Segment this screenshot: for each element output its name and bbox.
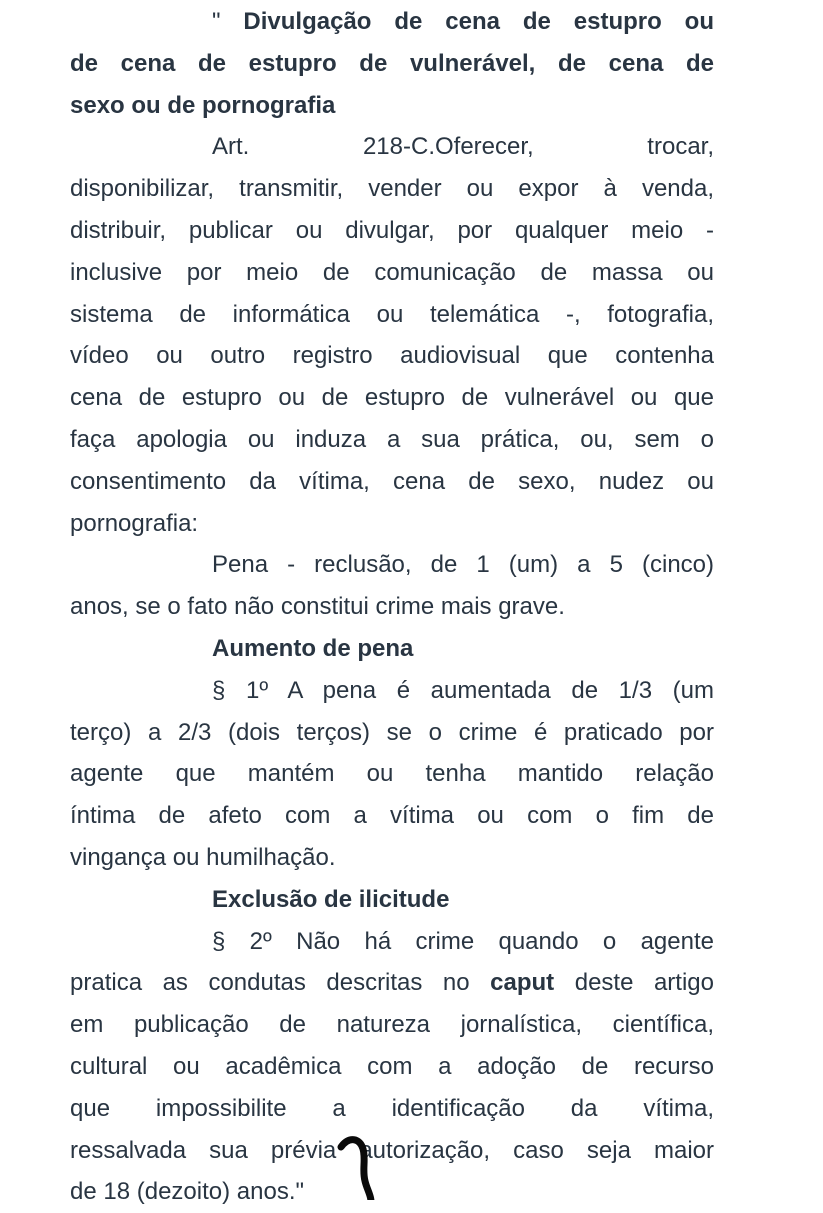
text-line	[70, 85, 714, 127]
text-line	[70, 1, 714, 43]
text-line	[70, 503, 714, 545]
text-line	[70, 1130, 714, 1172]
bold-text-segment: de cena de estupro de vulnerável, de cena de	[70, 49, 714, 77]
text-line	[70, 210, 714, 252]
text-segment: em publicação de natureza jornalística, científica,	[70, 1011, 714, 1039]
text-line	[70, 43, 714, 85]
text-line	[70, 1171, 714, 1213]
text-line	[70, 712, 714, 754]
bold-text-segment: Exclusão de ilicitude	[212, 885, 450, 913]
text-line	[70, 879, 714, 921]
text-segment: consentimento da vítima, cena de sexo, nudez ou	[70, 467, 714, 495]
text-line	[70, 168, 714, 210]
text-segment: sistema de informática ou telemática -, fotografia,	[70, 300, 714, 328]
text-line	[70, 670, 714, 712]
text-segment: faça apologia ou induza a sua prática, ou, sem o	[70, 425, 714, 453]
text-segment: vingança ou humilhação.	[70, 843, 336, 871]
text-segment: "	[212, 8, 221, 35]
legal-text-block	[70, 1, 714, 1213]
text-segment: pratica as condutas descritas no	[70, 969, 470, 997]
bold-text-segment: sexo ou de pornografia	[70, 91, 336, 119]
text-segment: deste artigo	[554, 969, 714, 997]
text-line	[70, 921, 714, 963]
text-line	[70, 126, 714, 168]
text-line	[70, 252, 714, 294]
text-line	[70, 962, 714, 1004]
text-segment: inclusive por meio de comunicação de massa ou	[70, 258, 714, 286]
text-segment: § 2º Não há crime quando o agente	[212, 927, 714, 955]
text-segment: íntima de afeto com a vítima ou com o fim de	[70, 802, 714, 830]
text-segment: disponibilizar, transmitir, vender ou expor à venda,	[70, 175, 714, 203]
text-line	[70, 1046, 714, 1088]
text-segment: § 1º A pena é aumentada de 1/3 (um	[212, 676, 714, 704]
text-segment: que impossibilite a identificação da vítima,	[70, 1094, 714, 1122]
text-segment: ressalvada sua prévia autorização, caso seja maior	[70, 1136, 714, 1164]
text-line	[70, 753, 714, 795]
text-segment: anos, se o fato não constitui crime mais grave.	[70, 593, 565, 621]
text-segment: Pena - reclusão, de 1 (um) a 5 (cinco)	[212, 551, 714, 579]
text-line	[70, 335, 714, 377]
text-segment: pornografia:	[70, 509, 199, 537]
text-line	[70, 586, 714, 628]
text-line	[70, 795, 714, 837]
text-segment: Art. 218-C.Oferecer, trocar,	[212, 133, 714, 161]
bold-text-segment: Divulgação de cena de estupro ou	[220, 8, 714, 35]
text-segment: cena de estupro ou de estupro de vulnerável ou que	[70, 384, 714, 412]
bold-text-segment: caput	[469, 969, 555, 997]
text-line	[70, 628, 714, 670]
text-line	[70, 837, 714, 879]
text-line	[70, 1088, 714, 1130]
text-segment: vídeo ou outro registro audiovisual que contenha	[70, 342, 714, 370]
bold-text-segment: Aumento de pena	[212, 634, 414, 662]
text-segment: agente que mantém ou tenha mantido relação	[70, 760, 714, 788]
text-line	[70, 1004, 714, 1046]
text-line	[70, 419, 714, 461]
text-line	[70, 544, 714, 586]
text-segment: terço) a 2/3 (dois terços) se o crime é praticado por	[70, 718, 714, 746]
text-line	[70, 377, 714, 419]
text-line	[70, 461, 714, 503]
text-segment: de 18 (dezoito) anos."	[70, 1178, 304, 1206]
text-line	[70, 294, 714, 336]
text-segment: cultural ou acadêmica com a adoção de recurso	[70, 1052, 714, 1080]
text-segment: distribuir, publicar ou divulgar, por qualquer meio -	[70, 216, 714, 244]
